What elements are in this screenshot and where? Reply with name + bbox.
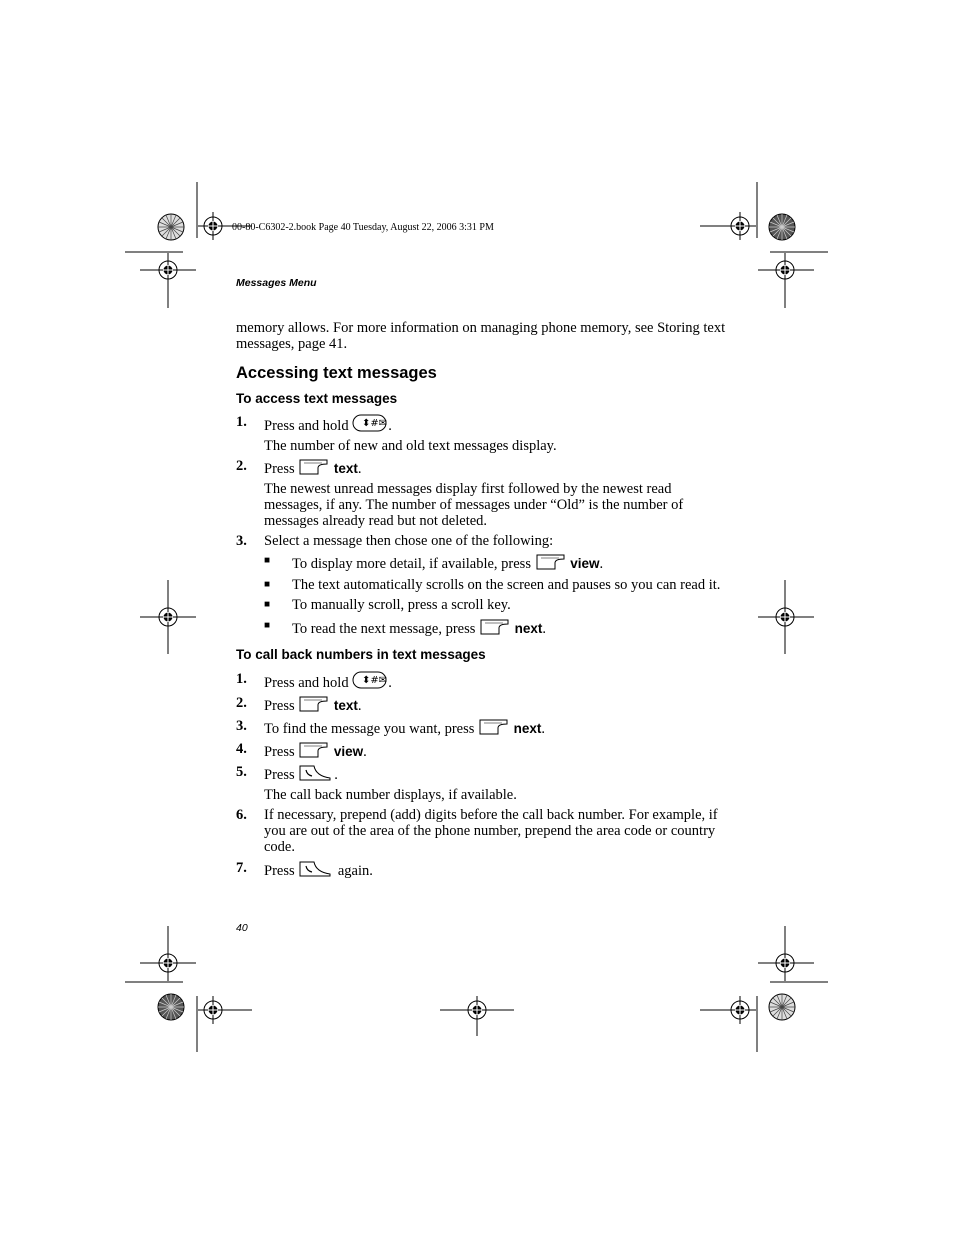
softkey-icon [478, 718, 510, 736]
bullet-text: To display more detail, if available, press [292, 556, 531, 572]
step-note: The number of new and old text messages display. [264, 438, 557, 454]
bullet-mark: ■ [264, 620, 271, 631]
step-number: 2. [236, 695, 247, 711]
bullet-mark: ■ [264, 579, 271, 590]
softkey-icon [298, 741, 330, 759]
bullet-text: To manually scroll, press a scroll key. [292, 597, 511, 613]
registration-mark-icon [771, 256, 799, 284]
registration-mark-icon [199, 996, 227, 1024]
step-trailing: . [357, 461, 362, 477]
registration-mark-icon [154, 603, 182, 631]
bullet-item [236, 577, 726, 593]
step-text: Press [264, 863, 295, 879]
svg-text:⬍#✉: ⬍#✉ [362, 418, 388, 429]
softkey-icon [479, 618, 511, 636]
bullet-item [236, 597, 726, 613]
registration-mark-icon [726, 212, 754, 240]
step-number: 3. [236, 718, 247, 734]
step-number: 6. [236, 807, 247, 823]
bullet-trailing: . [599, 556, 604, 572]
step-trailing: . [334, 767, 338, 783]
step-text: Select a message then chose one of the following: [264, 533, 554, 549]
send-key-icon [298, 860, 334, 878]
registration-mark-icon [771, 949, 799, 977]
step-trailing: again. [337, 863, 373, 879]
step [236, 807, 726, 855]
step-number: 2. [236, 458, 247, 474]
step [236, 741, 726, 760]
section-title: Accessing text messages [236, 364, 437, 382]
running-head: Messages Menu [236, 277, 317, 289]
softkey-label: view [570, 556, 600, 571]
bullet-text: The text automatically scrolls on the screen and pauses so you can read it. [292, 577, 721, 593]
svg-text:⬍#✉: ⬍#✉ [362, 675, 388, 686]
step [236, 458, 726, 477]
message-key-icon [352, 414, 388, 433]
step-trailing: . [388, 418, 392, 434]
step-text: If necessary, prepend (add) digits before the call back number. For example, if you are out of the area of the phone number, prepend the area code or country code. [264, 807, 718, 855]
step [236, 718, 726, 737]
step-text: Press [264, 767, 295, 783]
bullet-mark: ■ [264, 599, 271, 610]
step-text: To find the message you want, press [264, 721, 475, 737]
step-number: 5. [236, 764, 247, 780]
message-key-icon [352, 671, 388, 690]
step [236, 860, 726, 879]
softkey-icon [298, 695, 330, 713]
step-number: 1. [236, 671, 247, 687]
step-trailing: . [357, 698, 362, 714]
step [236, 764, 726, 783]
registration-mark-icon [154, 256, 182, 284]
bullet-trailing: . [542, 621, 547, 637]
step [236, 671, 726, 691]
bullet-item [236, 553, 726, 572]
step-note: The newest unread messages display first followed by the newest read messages, if any. The number of messages under “Old” is the number of messages already read but not deleted. [264, 481, 684, 529]
step-trailing: . [541, 721, 546, 737]
step [236, 695, 726, 714]
registration-mark-icon [726, 996, 754, 1024]
registration-mark-icon [199, 212, 227, 240]
step-text: Press [264, 744, 295, 760]
color-wheel-icon [158, 214, 184, 240]
step [236, 414, 726, 434]
softkey-icon [535, 553, 567, 571]
step-number: 1. [236, 414, 247, 430]
color-wheel-icon [158, 994, 184, 1020]
color-wheel-icon [769, 214, 795, 240]
step-text: Press [264, 461, 295, 477]
color-wheel-icon [769, 994, 795, 1020]
softkey-label: next [514, 621, 543, 636]
step-text: Press [264, 698, 295, 714]
softkey-label: view [333, 744, 364, 759]
step-trailing: . [388, 675, 392, 691]
step-trailing: . [363, 744, 367, 760]
bullet-text: To read the next message, press [292, 621, 476, 637]
intro-paragraph: memory allows. For more information on managing phone memory, see Storing text messages, page 41. [236, 320, 726, 352]
page-number: 40 [236, 922, 248, 934]
registration-mark-icon [771, 603, 799, 631]
softkey-icon [298, 458, 330, 476]
softkey-label: next [513, 721, 542, 736]
step-number: 7. [236, 860, 247, 876]
page-body [236, 320, 726, 879]
book-file-info: 00-80-C6302-2.book Page 40 Tuesday, August 22, 2006 3:31 PM [232, 222, 494, 233]
procedure-title: To access text messages [236, 391, 398, 406]
softkey-label: text [333, 698, 358, 713]
step-note: The call back number displays, if available. [264, 787, 517, 803]
softkey-label: text [333, 461, 358, 476]
registration-mark-icon [463, 996, 491, 1024]
step-text: Press and hold [264, 675, 349, 691]
registration-mark-icon [154, 949, 182, 977]
bullet-item [236, 618, 726, 637]
step-number: 3. [236, 533, 247, 549]
procedure-title: To call back numbers in text messages [236, 647, 486, 662]
step-text: Press and hold [264, 418, 349, 434]
step-number: 4. [236, 741, 247, 757]
step [236, 533, 726, 549]
bullet-mark: ■ [264, 555, 271, 566]
send-key-icon [298, 764, 334, 782]
